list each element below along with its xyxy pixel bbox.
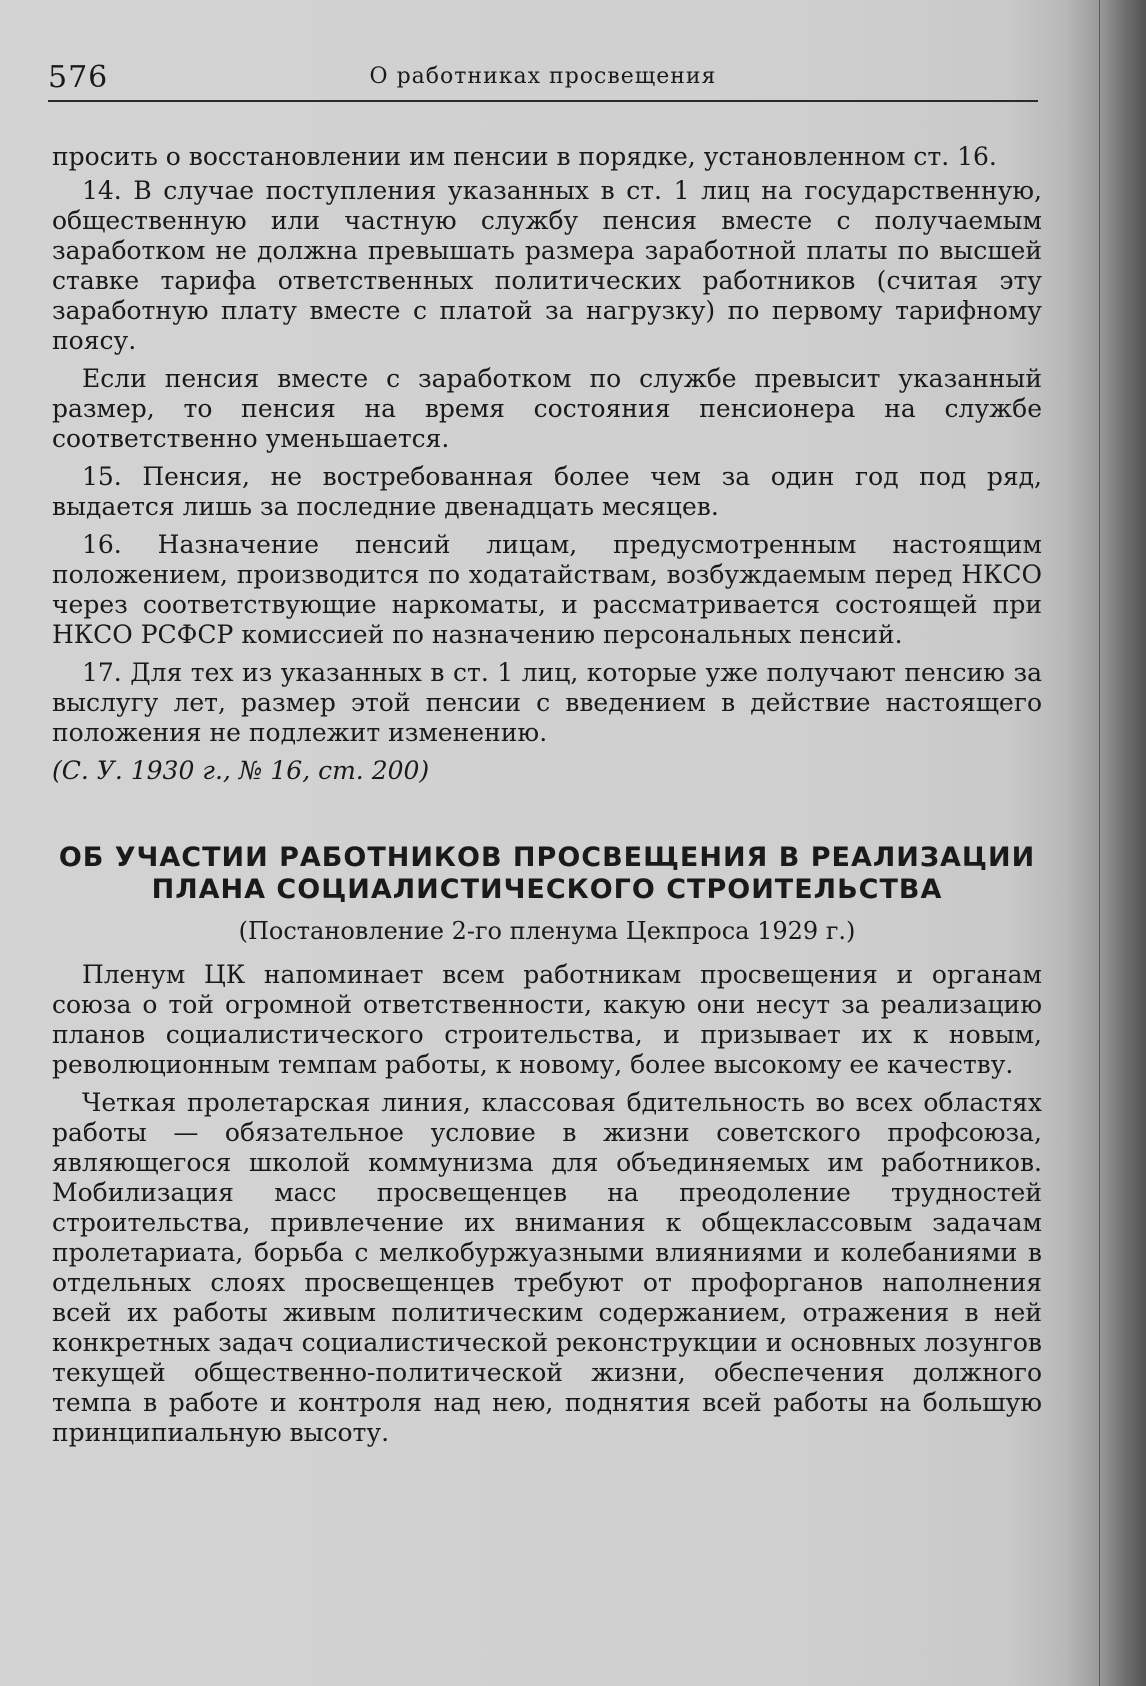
page-header bbox=[48, 56, 1038, 102]
section-paragraph-2: Четкая пролетарская линия, классовая бдительность во всех областях работы — обязательное условие в жизни советского профсоюза, являющегося школой коммунизма для объединяемых им работников. Мобилизация масс просвещенцев на преодоление трудностей строительства, привлечение их внимания к общеклассовым задачам пролетариата, борьба с мелкобуржуазными влияниями и колебаниями в отдельных слоях просвещенцев требуют от профорганов наполнения всей их работы живым политическим содержанием, отражения в ней конкретных задач социалистической реконструкции и основных лозунгов текущей общественно-политической жизни, обеспечения должного темпа в работе и контроля над нею, поднятия всей работы на большую принципиальную высоту. bbox=[52, 1088, 1042, 1447]
paragraph-continuation: просить о восстановлении им пенсии в порядке, установленном ст. 16. bbox=[52, 142, 997, 171]
paragraph-article-17: 17. Для тех из указанных в ст. 1 лиц, которые уже получают пенсию за выслугу лет, размер этой пенсии с введением в действие настоящего положения не подлежит изменению. bbox=[52, 658, 1042, 747]
section-title bbox=[52, 842, 1042, 906]
paragraph-article-14: 14. В случае поступления указанных в ст. 1 лиц на государственную, общественную или частную службу пенсия вместе с получаемым заработком не должна превышать размера заработной платы по высшей ставке тарифа ответственных политических работников (считая эту заработную плату вместе с платой за нагрузку) по первому тарифному поясу. bbox=[52, 176, 1042, 355]
running-head: О работниках просвещения bbox=[369, 64, 717, 89]
paragraph-article-14-cont: Если пенсия вместе с заработком по службе превысит указанный размер, то пенсия на время состояния пенсионера на службе соответственно уменьшается. bbox=[52, 364, 1042, 453]
paragraph-article-15: 15. Пенсия, не востребованная более чем за один год под ряд, выдается лишь за последние двенадцать месяцев. bbox=[52, 462, 1042, 521]
section-title-line-2: ПЛАНА СОЦИАЛИСТИЧЕСКОГО СТРОИТЕЛЬСТВА bbox=[151, 874, 943, 905]
paragraph-article-16: 16. Назначение пенсий лицам, предусмотренным настоящим положением, производится по ходатайствам, возбуждаемым перед НКСО через соответствующие наркоматы, и рассматривается состоящей при НКСО РСФСР комиссией по назначению персональных пенсий. bbox=[52, 530, 1042, 649]
section-subtitle: (Постановление 2-го пленума Цекпроса 1929 г.) bbox=[238, 917, 856, 945]
section-title-line-1: ОБ УЧАСТИИ РАБОТНИКОВ ПРОСВЕЩЕНИЯ В РЕАЛИЗАЦИИ bbox=[58, 842, 1036, 873]
source-citation: (С. У. 1930 г., № 16, ст. 200) bbox=[52, 756, 430, 785]
page-number: 576 bbox=[48, 60, 109, 95]
page-body bbox=[52, 142, 1042, 1456]
page-edge-shadow bbox=[1099, 0, 1146, 1686]
section-paragraph-1: Пленум ЦК напоминает всем работникам просвещения и органам союза о той огромной ответственности, какую они несут за реализацию планов социалистического строительства, и призывает их к новым, революционным темпам работы, к новому, более высокому ее качеству. bbox=[52, 960, 1042, 1079]
